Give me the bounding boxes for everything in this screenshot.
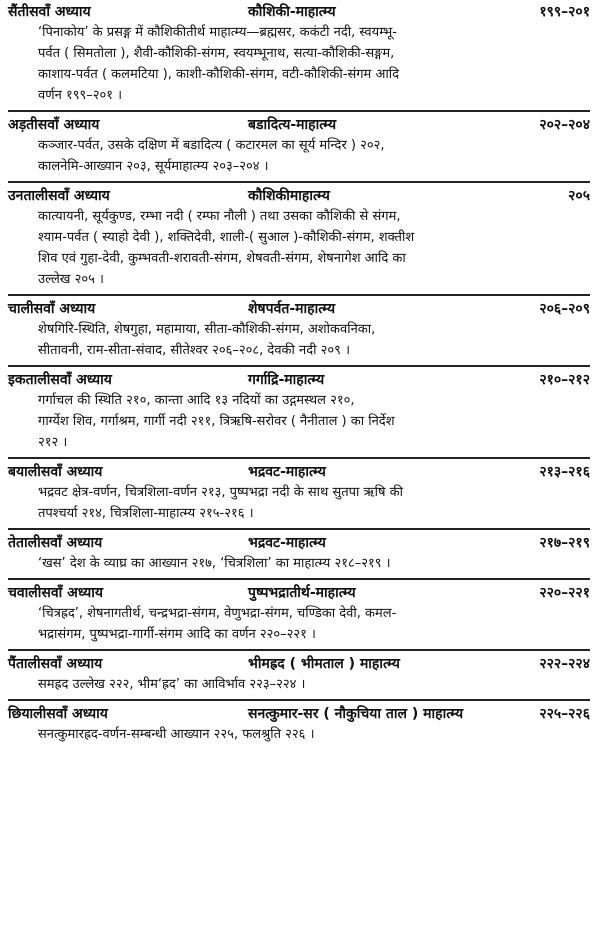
chapter-heading [8, 115, 590, 135]
divider-line [8, 110, 590, 112]
chapter-summary [8, 135, 590, 177]
chapter-number: इकतालीसवाँ अध्याय [8, 372, 112, 388]
divider-line [8, 457, 590, 459]
chapter-entry [8, 370, 590, 459]
divider-line [8, 528, 590, 530]
chapter-entry [8, 704, 590, 745]
chapter-pages: २२०–२२१ [539, 585, 590, 601]
summary-line: २१२ । [38, 435, 68, 450]
summary-line: कालनेमि-आख्यान २०३, सूर्यमाहात्म्य २०३–२०४ । [38, 159, 269, 174]
chapter-entry [8, 2, 590, 112]
chapter-heading [8, 186, 590, 206]
chapter-summary [8, 482, 590, 524]
chapter-number: अड़तीसवाँ अध्याय [8, 117, 100, 133]
summary-line: गर्गाचल की स्थिति २१०, कान्ता आदि १३ नदियों का उद्गमस्थल २१०, [38, 393, 355, 408]
summary-line: कञ्जार-पर्वत, उसके दक्षिण में बडादित्य ( कटारमल का सूर्य मन्दिर ) २०२, [38, 138, 385, 153]
summary-line: कात्यायनी, सूर्यकुण्ड, रम्भा नदी ( रम्फा नौली ) तथा उसका कौशिकी से संगम, [38, 209, 401, 224]
chapter-heading [8, 462, 590, 482]
summary-line: वर्णन १९९–२०१ । [38, 88, 123, 103]
chapter-title: सनत्कुमार-सर ( नौकुचिया ताल ) माहात्म्य [248, 706, 464, 722]
chapter-pages: २२२–२२४ [539, 656, 590, 672]
summary-line: पर्वत ( सिमतोला ), शैवी-कौशिकी-संगम, स्वयम्भूनाथ, सत्या-कौशिकी-सङ्गम, [38, 46, 395, 61]
summary-line: शिव एवं गुहा-देवी, कुम्भवती-शरावती-संगम, शेषवती-संगम, शेषनागेश आदि का [38, 251, 406, 266]
summary-line: श्याम-पर्वत ( स्याहो देवी ), शक्तिदेवी, शाली-( सुआल )-कौशिकी-संगम, शक्तीश [38, 230, 415, 245]
summary-line: तपश्चर्या २१४, चित्रशिला-माहात्म्य २१५-२१६ । [38, 506, 254, 521]
chapter-number: बयालीसवाँ अध्याय [8, 464, 103, 480]
chapter-number: पैंतालीसवाँ अध्याय [8, 656, 103, 672]
chapter-entry [8, 299, 590, 367]
chapter-pages: २१७–२१९ [539, 535, 590, 551]
chapter-summary [8, 319, 590, 361]
divider-line [8, 578, 590, 580]
summary-line: ‘खस’ देश के व्याघ्र का आख्यान २१७, ‘चित्रशिला’ का माहात्म्य २१८–२१९ । [38, 556, 391, 571]
chapter-title: शेषपर्वत-माहात्म्य [248, 301, 336, 317]
chapter-number: छियालीसवाँ अध्याय [8, 706, 108, 722]
chapter-title: भीमह्रद ( भीमताल ) माहात्म्य [248, 656, 400, 672]
chapter-heading [8, 583, 590, 603]
chapter-number: तेतालीसवाँ अध्याय [8, 535, 103, 551]
chapter-pages: २०२–२०४ [539, 117, 590, 133]
chapter-heading [8, 2, 590, 22]
chapter-title: कौशिकी-माहात्म्य [248, 4, 336, 20]
chapter-heading [8, 704, 590, 724]
divider-line [8, 649, 590, 651]
chapter-summary [8, 390, 590, 453]
summary-line: सनत्कुमारह्रद-वर्णन-सम्बन्धी आख्यान २२५, फलश्रुति २२६ । [38, 727, 315, 742]
summary-line: समह्रद उल्लेख २२२, भीम‘ह्रद’ का आविर्भाव २२३–२२४ । [38, 677, 306, 692]
chapter-pages: २१३–२१६ [539, 464, 590, 480]
chapter-number: सैंतीसवाँ अध्याय [8, 4, 91, 20]
chapter-number: उनतालीसवाँ अध्याय [8, 188, 110, 204]
divider-line [8, 365, 590, 367]
summary-line: शेषगिरि-स्थिति, शेषगुहा, महामाया, सीता-कौशिकी-संगम, अशोकवनिका, [38, 322, 376, 337]
chapter-pages: २२५–२२६ [539, 706, 590, 722]
chapter-title: भद्रवट-माहात्म्य [248, 535, 326, 551]
summary-line: भद्रासंगम, पुष्पभद्रा-गार्गी-संगम आदि का वर्णन २२०–२२१ । [38, 627, 316, 642]
chapter-pages: १९९–२०१ [539, 4, 590, 20]
chapter-entry [8, 186, 590, 296]
summary-line: भद्रवट क्षेत्र-वर्णन, चित्रशिला-वर्णन २१३, पुष्पभद्रा नदी के साथ सुतपा ऋषि की [38, 485, 404, 500]
chapter-heading [8, 533, 590, 553]
chapter-title: बडादित्य-माहात्म्य [248, 117, 337, 133]
summary-line: उल्लेख २०५ । [38, 272, 104, 287]
chapter-number: चालीसवाँ अध्याय [8, 301, 96, 317]
chapter-summary [8, 603, 590, 645]
chapter-summary [8, 22, 590, 106]
chapter-pages: २०६–२०९ [539, 301, 590, 317]
summary-line: ‘चित्रह्रद’, शेषनागतीर्थ, चन्द्रभद्रा-संगम, वेणुभद्रा-संगम, चण्डिका देवी, कमल- [38, 606, 397, 621]
chapter-title: पुष्पभद्रातीर्थ-माहात्म्य [248, 585, 356, 601]
chapter-heading [8, 654, 590, 674]
chapter-summary [8, 674, 590, 695]
chapter-number: चवालीसवाँ अध्याय [8, 585, 103, 601]
chapter-pages: २१०–२१२ [539, 372, 590, 388]
chapter-entry [8, 533, 590, 580]
chapter-title: गर्गाद्रि-माहात्म्य [248, 372, 325, 388]
chapter-summary [8, 724, 590, 745]
chapter-entry [8, 583, 590, 651]
chapter-entry [8, 654, 590, 701]
chapter-heading [8, 370, 590, 390]
chapter-title: कौशिकीमाहात्म्य [248, 188, 330, 204]
divider-line [8, 294, 590, 296]
chapter-entry [8, 115, 590, 183]
chapter-pages: २०५ [568, 188, 590, 204]
chapter-summary [8, 553, 590, 574]
divider-line [8, 699, 590, 701]
summary-line: काशाय-पर्वत ( कलमटिया ), काशी-कौशिकी-संगम, वटी-कौशिकी-संगम आदि [38, 67, 400, 82]
divider-line [8, 181, 590, 183]
chapter-title: भद्रवट-माहात्म्य [248, 464, 326, 480]
chapter-heading [8, 299, 590, 319]
summary-line: गार्ग्येश शिव, गर्गाश्रम, गार्गी नदी २११, त्रिऋषि-सरोवर ( नैनीताल ) का निर्देश [38, 414, 395, 429]
summary-line: सीतावनी, राम-सीता-संवाद, सीतेश्वर २०६–२०८, देवकी नदी २०९ । [38, 343, 350, 358]
chapter-entry [8, 462, 590, 530]
chapter-summary [8, 206, 590, 290]
summary-line: ‘पिनाकोय’ के प्रसङ्ग में कौशिकीतीर्थ माहात्म्य—ब्रह्मसर, ककंटी नदी, स्वयम्भू- [38, 25, 397, 40]
